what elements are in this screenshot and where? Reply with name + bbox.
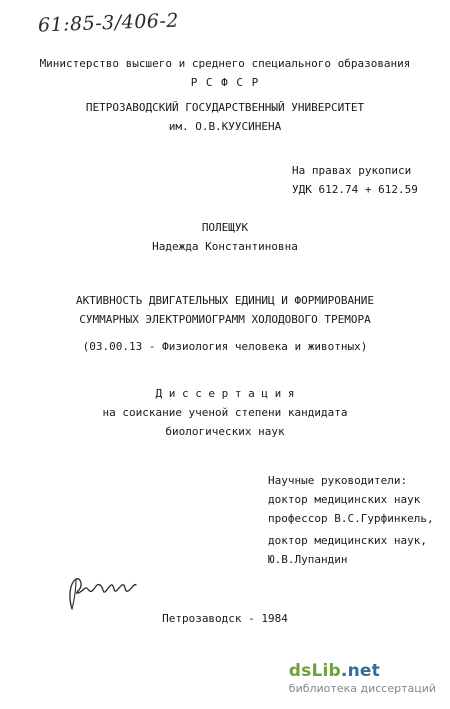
author-surname: ПОЛЕЩУК [201, 221, 249, 234]
degree-line-2: биологических наук [165, 425, 285, 438]
handwritten-signature [62, 571, 142, 615]
dslib-watermark [289, 661, 436, 695]
specialty-code: (03.00.13 - Физиология человека и животных) [82, 340, 368, 353]
supervisors-heading: Научные руководители: [268, 474, 408, 487]
title-line-1: АКТИВНОСТЬ ДВИГАТЕЛЬНЫХ ЕДИНИЦ И ФОРМИРОВАНИЕ [75, 294, 374, 307]
dissertation-label: Д и с с е р т а ц и я [155, 387, 295, 400]
supervisor-1-title: доктор медицинских наук [268, 493, 421, 506]
country-line: Р С Ф С Р [190, 76, 260, 89]
manuscript-rights: На правах рукописи [292, 164, 412, 177]
supervisor-2-name: Ю.В.Лупандин [268, 553, 348, 566]
udk-code: УДК 612.74 + 612.59 [292, 183, 418, 196]
watermark-brand-right: .net [340, 661, 380, 681]
watermark-subtitle: библиотека диссертаций [288, 682, 436, 695]
degree-line-1: на соискание ученой степени кандидата [102, 406, 348, 419]
supervisor-1-name: профессор В.С.Гурфинкель, [268, 512, 434, 525]
supervisor-2-title: доктор медицинских наук, [268, 534, 427, 547]
ministry-line: Министерство высшего и среднего специального образования [39, 57, 411, 70]
watermark-brand-left: dsLib [288, 661, 341, 681]
handwritten-catalog-number: 61:85-3/406-2 [37, 9, 180, 37]
university-line: ПЕТРОЗАВОДСКИЙ ГОСУДАРСТВЕННЫЙ УНИВЕРСИТЕТ [85, 101, 365, 114]
city-year: Петрозаводск - 1984 [162, 612, 288, 625]
named-after-line: им. О.В.КУУСИНЕНА [168, 120, 282, 133]
title-line-2: СУММАРНЫХ ЭЛЕКТРОМИОГРАММ ХОЛОДОВОГО ТРЕМОРА [79, 313, 371, 326]
author-name: Надежда Константиновна [152, 240, 298, 253]
watermark-brand [289, 661, 436, 681]
